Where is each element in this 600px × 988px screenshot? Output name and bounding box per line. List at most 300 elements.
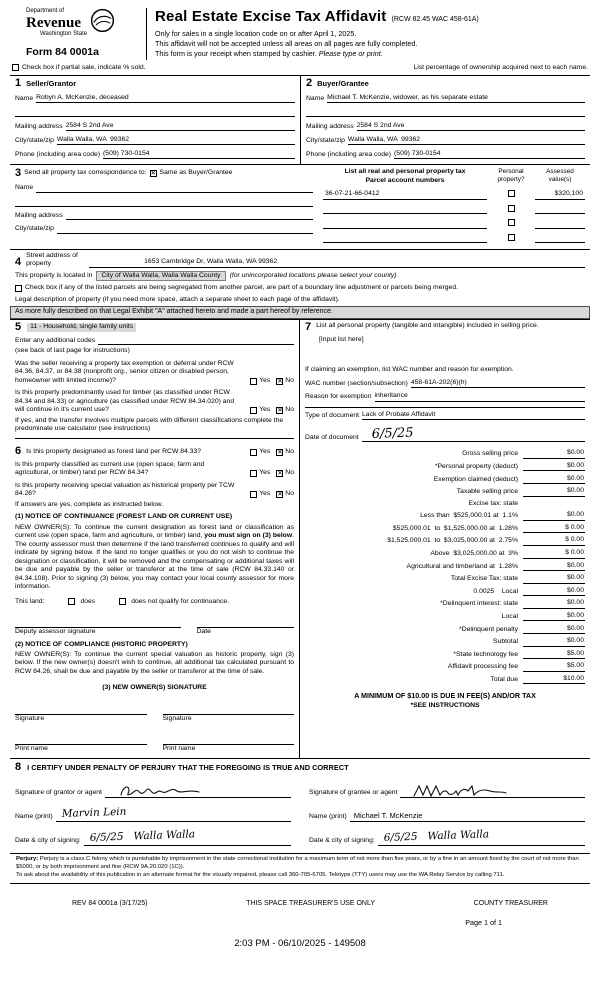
agency-text [26,8,87,38]
question-row [15,482,294,499]
signature-columns [15,774,585,846]
tax-label: $1,525,000.01 to $3,025,000.00 at 2.75% [387,537,518,545]
assessed-value-field[interactable]: $320,100 [535,190,585,199]
grantee-signature-field[interactable] [400,784,585,798]
use-code-row [15,322,294,333]
grantee-name-typed: Michael T. McKenzie [353,810,423,820]
grantor-name-handwritten: Marvin Lein [61,805,127,820]
print-name-label: Print name [15,745,48,753]
buyer-mailing-label: Mailing address [306,122,354,130]
parties-section [10,76,590,165]
assessed-value-header: Assessed value(s) [546,168,574,184]
tax-row [305,625,585,634]
seller-name-label: Name [15,94,34,102]
exemption-no-checkbox[interactable]: ✕ [277,377,283,385]
notice1-bold: you must sign on (3) below [204,532,293,540]
notice-continuance-text [15,524,294,592]
dept-of-label: Department of [26,8,65,14]
personal-property-cell [491,190,531,199]
tax-amount-field[interactable]: $0.00 [523,487,585,496]
certification-statement: I CERTIFY UNDER PENALTY OF PERJURY THAT THE FOREGOING IS TRUE AND CORRECT [27,762,349,772]
use-code-section [15,322,294,439]
tax-label: Less than $525,000.01 at 1.1% [420,512,518,520]
correspondence-section [10,165,590,250]
tax-label: Excise tax: state [468,499,518,507]
yes-no-group [246,448,294,456]
additional-codes-note: (see back of last page for instructions) [15,347,130,355]
title-block [146,8,590,60]
seller-mailing-label: Mailing address [15,122,63,130]
land-use-code-field[interactable]: 11 - Household, single family units [27,323,136,331]
parcel-row [323,234,585,243]
no-label: No [285,469,294,477]
seller-header [15,78,295,89]
tax-amount-field[interactable]: $ 0.00 [523,536,585,545]
historic-question: Is this property receiving special valuation as historical property per TCW 84.26? [15,481,235,498]
new-owner-print-field-1[interactable] [15,735,147,745]
new-owner-print-field-2[interactable] [163,735,295,745]
tax-row [305,637,585,646]
grantee-signature-column [309,774,585,846]
header-note-3-text: This form is your receipt when stamped by cashier. [155,48,317,58]
segregated-row [15,284,585,292]
notice-compliance-text: NEW OWNER(S): To continue the current special valuation as historic property, sign (3) below. If the new owner(s) doesn't wish to continue, all additional tax calculated pursuant to RCW 84.26, shall be due and payable by the seller or transferor at the time of sale. [15,651,294,675]
tax-amount-field[interactable]: $5.00 [523,662,585,671]
agency-name: Revenue [26,14,81,31]
county-treasurer-label: COUNTY TREASURER [473,899,548,907]
parcel-list-header-line2: Parcel account numbers [365,176,445,184]
grantor-signature-field[interactable] [105,784,291,798]
form-number: Form 84 0001a [26,46,99,58]
personal-property-list-field[interactable]: [Input list here] [319,335,364,343]
perjury-body: Perjury is a class C felony which is punishable by imprisonment in the state correctional institution for a maximum term of not more than five years, or by a fine in an amount fixed by the court of not more than $5000, or by both imprisonment and fine (RCW 9A.20.020 (1C)). [16,855,579,870]
yes-label: Yes [259,490,271,498]
tax-row [305,462,585,471]
tax-amount-field[interactable]: $0.00 [523,637,585,646]
correspondence-mailing-field[interactable] [66,212,313,221]
question-row [15,446,294,457]
new-owner-print-row [15,735,294,753]
tax-label: Agricultural and timberland at 1.28% [406,562,518,570]
located-in-label: This property is located in [15,271,93,279]
wac-number-label: WAC number (section/subsection) [305,379,408,387]
section-7-number: 7 [305,320,312,333]
seller-phone-label: Phone (including area code) [15,150,101,158]
tax-amount-field [523,500,585,509]
deputy-assessor-row [15,618,294,636]
question-row [15,389,294,414]
ownership-percentage-label: List percentage of ownership acquired next to each name. [413,63,588,71]
forest-no-checkbox[interactable]: ✕ [277,449,283,457]
partial-sale-option [12,64,146,72]
exemption-yes-checkbox[interactable] [250,378,257,385]
document-date-line[interactable] [362,425,585,443]
exemption-reason-label: Reason for exemption [305,393,372,401]
seller-name-extra-line[interactable] [15,107,295,117]
exemption-reason-field[interactable]: inheritance [375,392,586,401]
no-label: No [285,490,294,498]
notice1-post: . The county assessor must then determine if the land transferred continues to qualify and will indicate by signing below. If the land no longer qualifies or you do not wish to continue the designation or classification, it will be removed and the compensating or additional taxes will be due and payable by the seller or transferor at the time of sale (RCW 84.33.140 or 84.34.108). Prior to signing (3) below, you may contact your local county assessor for more information. [15,532,294,591]
located-in-note: (for unincorporated locations please select your county) [229,271,397,279]
new-owner-print-block [15,735,147,753]
tax-amount-field[interactable]: $5.00 [523,650,585,659]
current-use-yes-checkbox[interactable] [250,470,257,477]
tax-label: 0.0025 Local [473,587,518,595]
section-8-number: 8 [15,760,22,773]
document-type-label: Type of document [305,411,360,419]
correspondence-city-label: City/state/zip [15,225,54,233]
this-land-label: This land: [15,597,45,605]
personal-property-section [305,322,585,408]
parcel-number-field[interactable] [323,206,487,215]
grantor-name-row [15,805,291,822]
property-location-section [10,250,590,320]
deputy-assessor-signature-field[interactable] [15,618,181,628]
perjury-title: Perjury: [16,855,39,862]
grantor-signature-ink [117,782,203,800]
no-label: No [285,448,294,456]
print-name-label: Print name [162,745,196,753]
header-note-2: This affidavit will not be accepted unless all areas on all pages are fully completed. [155,38,418,48]
alt-format-note: To ask about the availability of this publication in an alternate format for the visually impaired, please call 360-705-6705. Teletype (TTY) users may use the WA Relay Service by calling 711. [16,871,505,878]
tax-computation-table [305,444,585,710]
tax-label: Exemption claimed (deduct) [433,475,518,483]
personal-property-cell [491,234,531,243]
continuance-section [15,439,294,754]
tax-amount-field[interactable]: $0.00 [523,625,585,634]
yes-label: Yes [259,448,271,456]
tax-row [305,675,585,684]
exemption-question: Was the seller receiving a property tax exemption or deferral under RCW 84.36, 84.37, or 84.38 (nonprofit org., senior citizen or disabled person, homeowner with limited income)? [15,359,234,384]
tax-amount-field[interactable]: $0.00 [523,587,585,596]
grantor-signature-label: Signature of grantor or agent [15,789,102,797]
additional-codes-field[interactable] [98,337,294,346]
tax-amount-field[interactable]: $10.00 [523,675,585,684]
new-owner-signature-block [15,705,147,723]
tax-row [305,511,585,520]
buyer-header [306,78,585,89]
personal-property-cell [491,205,531,214]
yes-no-group [246,469,294,477]
grantor-name-label: Name (print) [15,813,53,821]
correspondence-header [15,168,313,179]
deputy-date-field[interactable] [197,618,294,628]
correspondence-fields [15,168,313,243]
segregated-checkbox[interactable] [15,285,22,292]
does-not-label: does not qualify for continuance. [131,597,230,605]
treasurer-space-label: THIS SPACE TREASURER'S USE ONLY [246,899,375,907]
historic-yes-checkbox[interactable] [250,491,257,498]
tax-row [305,475,585,484]
assessed-value-field[interactable] [535,220,585,229]
street-address-field[interactable]: 1653 Cambridge Dr, Walla Walla, WA 99362 [89,258,585,267]
main-columns [10,320,590,759]
grantor-signature-column [15,774,291,846]
tax-row [305,524,585,533]
header-note-3-em: Please type or print. [318,48,383,58]
buyer-city-field[interactable]: Walla Walla, WA 99362 [348,136,585,145]
tax-amount-field[interactable]: $ 0.00 [523,549,585,558]
seller-mailing-field[interactable]: 2584 S 2nd Ave [66,122,295,131]
question-row [15,461,294,478]
signature-label: Signature [15,714,45,722]
parcel-list-header-line1: List all real and personal property tax [344,168,466,176]
timber-no-checkbox[interactable]: ✕ [277,407,283,415]
grantor-date-field[interactable] [84,828,291,846]
tax-amount-field[interactable]: $0.00 [523,574,585,583]
document-block [305,408,585,444]
section-4-number: 4 [15,255,22,268]
parcel-row [323,190,585,199]
correspondence-city-field[interactable] [57,225,313,234]
tax-amount-field[interactable]: $0.00 [523,511,585,520]
correspondence-name-field[interactable] [36,184,313,193]
buyer-name-label: Name [306,94,325,102]
deputy-date-block [197,618,294,636]
street-address-label: Street address of property [26,252,78,267]
tax-row [305,449,585,458]
no-label: No [285,406,294,414]
tax-row [305,487,585,496]
tax-row [305,549,585,558]
form-title-rcw: (RCW 82.45 WAC 458-61A) [391,16,479,23]
tax-row [305,612,585,621]
form-title: Real Estate Excise Tax Affidavit [155,8,387,25]
land-does-not-checkbox[interactable] [119,598,126,605]
assessed-value-field[interactable] [535,206,585,215]
new-owner-signature-field-1[interactable] [15,705,147,715]
tax-label: *Personal property (deduct) [434,463,518,470]
buyer-city-label: City/state/zip [306,136,345,144]
grantee-signature-row [309,784,585,798]
grantee-date-label: Date & city of signing: [309,837,375,845]
tax-label: Gross selling price [462,450,518,458]
certification-section [10,759,590,854]
new-owner-print-block [163,735,295,753]
section-2-number: 2 [306,77,313,90]
grantee-name-label: Name (print) [309,813,347,821]
grantee-date-field[interactable] [378,828,585,846]
located-in-row [15,271,585,281]
timber-question: Is this property predominantly used for timber (as classified under RCW 84.34 and 84.33) or agriculture (as classified under RCW 84.34.020) and will continue in it's current use? [15,389,235,414]
buyer-name-field[interactable]: Michael T. McKenzie, widower, as his separate estate [327,94,585,103]
tax-label: Taxable selling price [456,488,518,496]
grantee-date-handwritten: 6/5/25 Walla Walla [383,828,490,844]
parcel-row [323,219,585,228]
tax-label: $525,000.01 to $1,525,000.00 at 1.28% [392,524,518,532]
tax-label: Above $3,025,000.00 at 3% [430,550,518,558]
grantor-signature-row [15,784,291,798]
seller-name-field[interactable]: Robyn A. McKenzie, deceased [36,94,295,103]
correspondence-extra-line[interactable] [15,197,313,207]
legal-description-label: Legal description of property (if you need more space, attach a separate sheet to each page of the affidavit). [15,295,340,303]
if-yes-note: If answers are yes, complete as instructed below. [15,500,164,508]
grantor-date-row [15,828,291,846]
grantor-date-label: Date & city of signing: [15,837,81,845]
grantee-name-field[interactable] [350,808,585,822]
tax-label: *Delinquent interest: state [440,600,518,608]
tax-row [305,574,585,583]
parcel-row [323,205,585,214]
seller-city-field[interactable]: Walla Walla, WA 99362 [57,136,295,145]
tax-amount-field[interactable]: $0.00 [523,475,585,484]
deputy-date-label: Date [196,628,211,636]
personal-property-checkbox[interactable] [508,190,515,197]
land-qualify-row [15,598,294,606]
correspondence-label: Send all property tax correspondence to: [24,169,147,177]
yes-label: Yes [259,469,271,477]
grantor-date-handwritten: 6/5/25 Walla Walla [89,828,196,844]
notice-compliance-title: (2) NOTICE OF COMPLIANCE (HISTORIC PROPERTY) [15,640,188,648]
current-use-no-checkbox[interactable]: ✕ [277,469,283,477]
notice-continuance-title: (1) NOTICE OF CONTINUANCE (FOREST LAND OR CURRENT USE) [15,513,233,521]
timber-yes-checkbox[interactable] [250,407,257,414]
personal-property-cell [491,219,531,228]
grantor-name-field[interactable] [56,805,291,822]
perjury-text [16,856,584,872]
grantee-name-row [309,808,585,822]
yes-no-group [246,490,294,498]
personal-property-checkbox[interactable] [508,205,515,212]
footer-row [10,900,590,909]
parcel-number-field[interactable] [323,220,487,229]
signature-label: Signature [162,714,192,722]
dor-seal-icon [90,8,115,33]
section-6-number: 6 [15,444,22,457]
notice1-pre: NEW OWNER(S): To continue the current designation as forest land or classification as current use (open space, farm and agriculture, or timber) land, [15,523,294,540]
new-owner-signature-field-2[interactable] [163,705,295,715]
agency-state-label: Washington State [40,30,88,37]
parcel-table-header [323,168,585,185]
yes-label: Yes [259,406,271,414]
form-header [10,8,590,60]
partial-sale-row [10,61,590,76]
seller-grantor-section [10,76,300,164]
tax-row [305,650,585,659]
personal-property-checkbox[interactable] [508,219,515,226]
tax-row [305,500,585,509]
correspondence-name-label: Name [15,184,34,192]
header-note-3 [155,49,590,58]
additional-codes-label: Enter any additional codes [15,336,96,344]
buyer-title: Buyer/Grantee [317,79,369,89]
tax-amount-field[interactable]: $ 0.00 [523,524,585,533]
multi-parcel-note: If yes, and the transfer involves multiple parcels with different classifications complete the predominate use calculator (see instructions) [15,416,284,433]
yes-no-group [246,406,294,414]
current-use-question: Is this property classified as current use (open space, farm and agricultural, or timber) land per RCW 84.34? [15,460,205,477]
location-select[interactable]: City of Walla Walla, Walla Walla County [96,271,225,281]
historic-no-checkbox[interactable]: ✕ [277,490,283,498]
tax-amount-field[interactable]: $0.00 [523,562,585,571]
tax-row [305,536,585,545]
agency-block [10,8,146,60]
right-column [300,320,590,758]
tax-label: Subtotal [493,638,518,646]
personal-property-header [305,322,585,333]
minimum-due-note: A MINIMUM OF $10.00 IS DUE IN FEE(S) AND/OR TAX [354,691,536,701]
parcel-table [323,168,585,243]
tax-label: *Delinquent penalty [459,625,518,633]
new-owner-signature-block [163,705,295,723]
tax-amount-field[interactable]: $0.00 [523,449,585,458]
deputy-signature-block [15,618,181,636]
document-type-field[interactable]: Lack of Probate Affidavit [362,411,585,420]
tax-label: *State technology fee [453,650,518,658]
personal-property-checkbox[interactable] [508,234,515,241]
yes-label: Yes [259,376,271,384]
parcel-list-header [323,168,487,185]
segregated-label: Check box if any of the listed parcels are being segregated from another parcel, are part of a boundary line adjustment or parcels being merged. [25,284,458,292]
rev-number: REV 84 0001a (3/17/25) [72,899,148,907]
buyer-grantee-section [300,76,590,164]
personal-property-intro: List all personal property (tangible and intangible) included in selling price. [316,321,539,329]
grantee-date-row [309,828,585,846]
partial-sale-checkbox[interactable] [12,64,19,71]
yes-no-group [246,377,294,385]
same-as-buyer-checkbox[interactable]: ✕ [150,170,156,178]
see-instructions-note: *SEE INSTRUCTIONS [410,702,480,710]
seller-phone-field[interactable]: (509) 730-0154 [103,150,295,159]
tax-row [305,562,585,571]
print-timestamp: 2:03 PM - 06/10/2025 - 149508 [234,937,366,949]
exemption-intro: If claiming an exemption, list WAC number and reason for exemption. [305,366,514,374]
same-as-buyer-label: Same as Buyer/Grantee [159,169,233,177]
section-5-number: 5 [15,320,22,333]
parcel-number-field[interactable] [323,235,487,244]
assessed-value-field[interactable] [535,235,585,244]
parcel-number-field[interactable]: 36-07-21-66-0412 [323,190,487,199]
forest-yes-checkbox[interactable] [250,449,257,456]
buyer-phone-label: Phone (including area code) [306,150,392,158]
legal-description-value[interactable]: As more fully described on that Legal Exhibit "A" attached hereto and made a part hereof by reference. [10,306,590,319]
tax-row [305,662,585,671]
buyer-name-extra-line[interactable] [306,107,585,117]
certification-header [15,762,585,773]
perjury-notice [10,854,590,884]
forest-land-question: Is this property designated as forest land per RCW 84.33? [26,448,202,456]
tax-label: Total Excise Tax: state [450,575,518,583]
buyer-phone-field[interactable]: (509) 730-0154 [394,150,585,159]
page-number: Page 1 of 1 [465,917,502,927]
wac-number-field[interactable]: 458-61A-202(6)(h) [411,379,585,388]
section-1-number: 1 [15,77,22,90]
new-owner-signature-row [15,705,294,723]
section-3-number: 3 [15,167,22,180]
street-address-row [15,252,585,268]
seller-city-label: City/state/zip [15,136,54,144]
no-label: No [285,376,294,384]
tax-amount-field[interactable]: $0.00 [523,599,585,608]
tax-row [305,599,585,608]
title-row [155,8,590,27]
document-date-label: Date of document [305,433,359,441]
left-column [10,320,300,758]
personal-property-spacer [305,344,585,366]
question-row [15,360,294,385]
tax-amount-field[interactable]: $0.00 [523,612,585,621]
land-does-checkbox[interactable] [68,598,75,605]
document-date-handwritten: 6/5/25 [371,425,414,443]
grantee-signature-ink [412,782,508,800]
seller-title: Seller/Grantor [26,79,77,89]
buyer-mailing-field[interactable]: 2584 S 2nd Ave [357,122,585,131]
tax-label: Total due [490,675,518,683]
header-note-1: Only for sales in a single location code on or after April 1, 2025. [155,28,357,38]
new-owner-signature-title: (3) NEW OWNER(S) SIGNATURE [102,684,207,692]
tax-amount-field[interactable]: $0.00 [523,462,585,471]
partial-sale-label: Check box if partial sale, indicate % sold. [22,63,146,71]
deputy-assessor-label: Deputy assessor signature [15,628,96,636]
